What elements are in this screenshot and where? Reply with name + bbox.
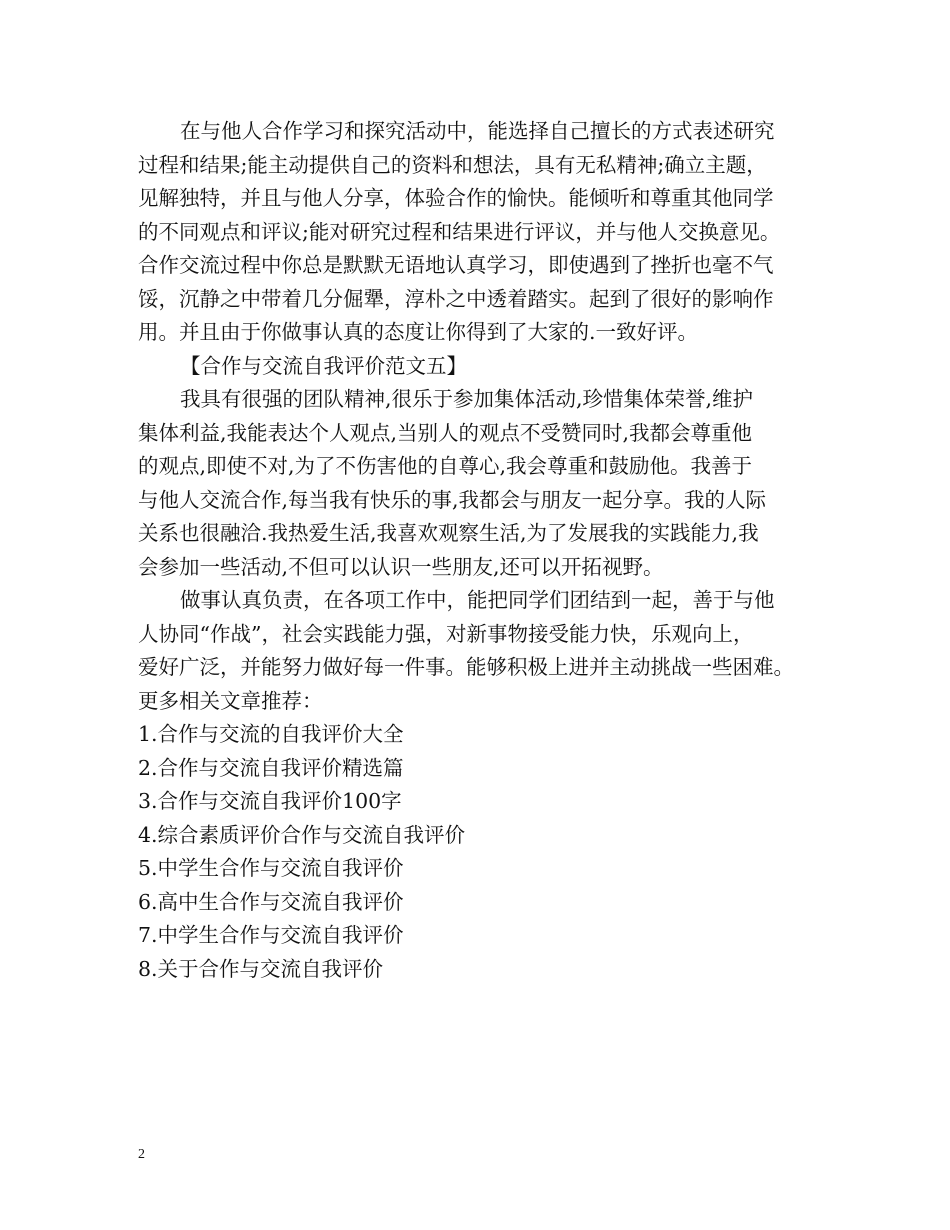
related-article-link[interactable]: 2.合作与交流自我评价精选篇 (138, 755, 404, 780)
related-article-link[interactable]: 4.综合素质评价合作与交流自我评价 (138, 822, 466, 847)
paragraph-line: 我具有很强的团队精神,很乐于参加集体活动,珍惜集体荣誉,维护 (180, 387, 754, 411)
paragraph-line: 用。并且由于你做事认真的态度让你得到了大家的.一致好评。 (138, 320, 699, 344)
document-body (138, 115, 818, 986)
related-article-link[interactable]: 1.合作与交流的自我评价大全 (138, 722, 404, 746)
related-article-link[interactable]: 5.中学生合作与交流自我评价 (138, 856, 404, 880)
related-article-link[interactable]: 6.高中生合作与交流自我评价 (138, 889, 404, 914)
related-articles-list (138, 718, 818, 986)
paragraph-line: 馁，沉静之中带着几分倔犟，淳朴之中透着踏实。起到了很好的影响作 (138, 286, 774, 311)
paragraph-line: 爱好广泛，并能努力做好每一件事。能够积极上进并主动挑战一些困难。 (138, 655, 794, 679)
related-article-link[interactable]: 3.合作与交流自我评价100字 (138, 789, 402, 813)
paragraph-line: 与他人交流合作,每当我有快乐的事,我都会与朋友一起分享。我的人际 (138, 487, 767, 512)
paragraph-line: 合作交流过程中你总是默默无语地认真学习，即使遇到了挫折也毫不气 (138, 253, 774, 277)
paragraph-line: 的不同观点和评议;能对研究过程和结果进行评议，并与他人交换意见。 (138, 219, 781, 244)
paragraph-cooperation-evaluation (138, 115, 818, 350)
related-article-link[interactable]: 7.中学生合作与交流自我评价 (138, 923, 404, 947)
paragraph-responsibility (138, 584, 818, 685)
paragraph-line: 做事认真负责，在各项工作中，能把同学们团结到一起，善于与他 (180, 588, 775, 612)
paragraph-line: 集体利益,我能表达个人观点,当别人的观点不受赞同时,我都会尊重他 (138, 420, 753, 445)
related-articles-title: 更多相关文章推荐： (138, 688, 323, 713)
paragraph-line: 关系也很融洽.我热爱生活,我喜欢观察生活,为了发展我的实践能力,我 (138, 521, 759, 545)
paragraph-line: 人协同“作战”，社会实践能力强，对新事物接受能力快，乐观向上， (138, 621, 754, 646)
section-heading: 【合作与交流自我评价范文五】 (180, 353, 467, 378)
page-number: 2 (138, 1147, 145, 1162)
paragraph-line: 的观点,即使不对,为了不伤害他的自尊心,我会尊重和鼓励他。我善于 (138, 454, 753, 478)
paragraph-line: 会参加一些活动,不但可以认识一些朋友,还可以开拓视野。 (138, 554, 664, 579)
paragraph-line: 过程和结果;能主动提供自己的资料和想法，具有无私精神;确立主题， (138, 152, 767, 177)
paragraph-line: 在与他人合作学习和探究活动中，能选择自己擅长的方式表述研究 (180, 119, 775, 143)
paragraph-line: 见解独特，并且与他人分享，体验合作的愉快。能倾听和尊重其他同学 (138, 186, 774, 210)
paragraph-team-spirit (138, 383, 818, 584)
related-article-link[interactable]: 8.关于合作与交流自我评价 (138, 956, 384, 981)
